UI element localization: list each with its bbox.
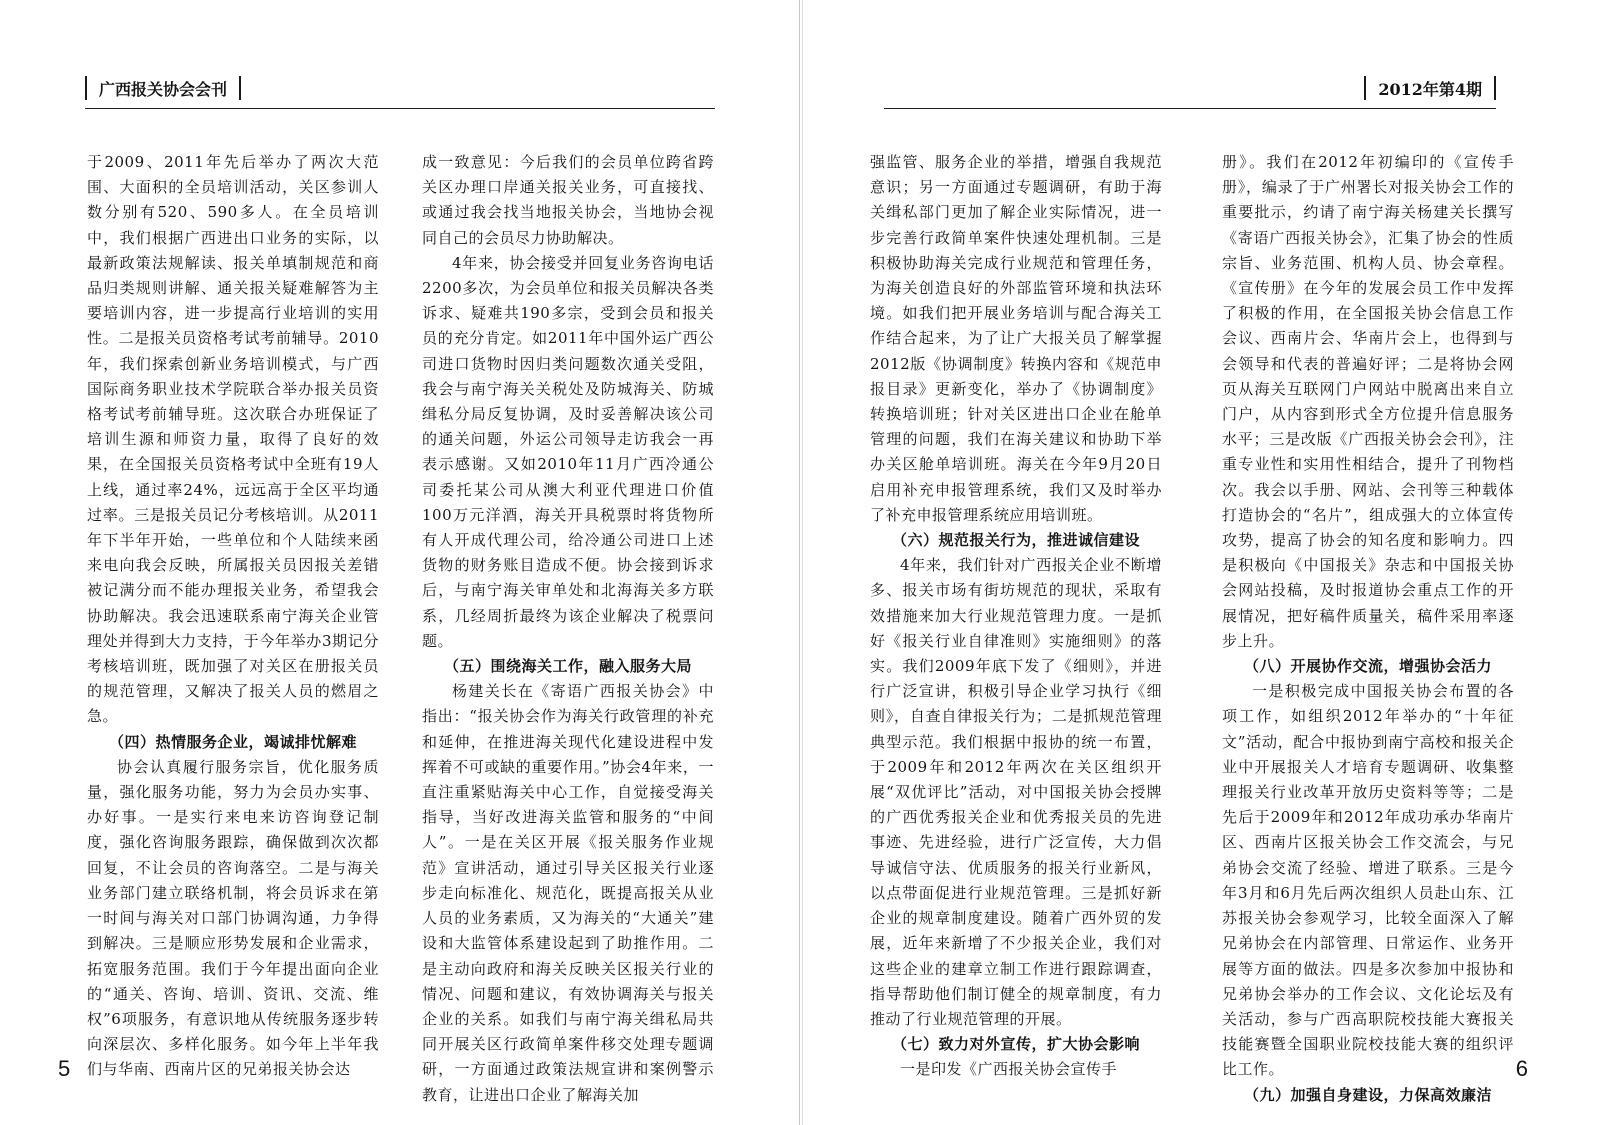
paragraph: 成一致意见：今后我们的会员单位跨省跨关区办理口岸通关报关业务，可直接找、或通过我会找当地报关协会，当地协会视同自己的会员尽力协助解决。 (422, 153, 714, 247)
issue-label: 2012年第4期 (1378, 79, 1482, 99)
section-heading: （五）围绕海关工作，融入服务大局 (443, 657, 692, 676)
paragraph: 协会认真履行服务宗旨，优化服务质量，强化服务功能，努力为会员办实事、办好事。一是实行来电来访咨询登记制度，强化咨询服务跟踪，确保做到次次都回复，不让会员的咨询落空。二是与海关业务部门建立联络机制，将会员诉求在第一时间与海关对口部门协调沟通，力争得到解决。三是顺应形势发展和企业需求，拓宽服务范围。我们于今年提出面向企业的“通关、咨询、培训、资讯、交流、维权”6项服务，有意识地从传统服务逐步转向深层次、多样化服务。如今年上半年我们与华南、西南片区的兄弟报关协会达 (87, 757, 379, 1079)
spine-line (799, 0, 800, 1125)
paragraph: 强监管、服务企业的举措，增强自我规范意识；另一方面通过专题调研，有助于海关缉私部门更加了解企业实际情况，进一步完善行政简单案件快速处理机制。三是积极协助海关完成行业规范和管理任务，为海关创造良好的外部监管环境和执法环境。如我们把开展业务培训与配合海关工作结合起来，为了让广大报关员了解掌握2012版《协调制度》转换内容和《规范申报目录》更新变化，举办了《协调制度》转换培训班；针对关区进出口企业在舱单管理的问题，我们在海关建议和协助下举办关区舱单培训班。海关在今年9月20日启用补充申报管理系统，我们又及时举办了补充申报管理系统应用培训班。 (870, 153, 1162, 524)
right-page (804, 0, 1600, 1125)
column-1 (87, 150, 379, 1079)
column-4 (1222, 150, 1514, 1104)
header-rule (85, 108, 715, 109)
page-number: 5 (58, 1056, 71, 1081)
header-bar (239, 76, 241, 100)
header-bar (1494, 76, 1496, 100)
right-header (1364, 74, 1496, 102)
section-heading: （八）开展协作交流，增强协会活力 (1243, 657, 1492, 676)
page-number: 6 (1515, 1056, 1528, 1081)
section-heading: （九）加强自身建设，力保高效廉洁 (1243, 1085, 1492, 1104)
left-header (85, 74, 241, 102)
paragraph: 册》。我们在2012年初编印的《宣传手册》，编录了于广州署长对报关协会工作的重要批示，约请了南宁海关杨建关长撰写《寄语广西报关协会》，汇集了协会的性质宗旨、业务范围、机构人员、协会章程。《宣传册》在今年的发展会员工作中发挥了积极的作用，在全国报关协会信息工作会议、西南片会、华南片会上，也得到与会领导和代表的普遍好评；二是将协会网页从海关互联网门户网站中脱离出来自立门户，从内容到形式全方位提升信息服务水平；三是改版《广西报关协会会刊》，注重专业性和实用性相结合，提升了刊物档次。我会以手册、网站、会刊等三种载体打造协会的“名片”，组成强大的立体宣传攻势，提高了协会的知名度和影响力。四是积极向《中国报关》杂志和中国报关协会网站投稿，及时报道协会重点工作的开展情况，把好稿件质量关，稿件采用率逐步上升。 (1222, 153, 1514, 650)
paragraph: 4年来，我们针对广西报关企业不断增多、报关市场有街坊规范的现状，采取有效措施来加大行业规范管理力度。一是抓好《报关行业自律准则》实施细则》的落实。我们2009年底下发了《细则》，并进行广泛宣讲，积极引导企业学习执行《细则》，自查自律报关行为；二是抓规范管理典型示范。我们根据中报协的统一布置，于2009年和2012年两次在关区组织开展“双优评比”活动，对中国报关协会授牌的广西优秀报关企业和优秀报关员的先进事迹、先进经验，进行广泛宣传，大力倡导诚信守法、优质服务的报关行业新风，以点带面促进行业规范管理。三是抓好新企业的规章制度建设。随着广西外贸的发展，近年来新增了不少报关企业，我们对这些企业的建章立制工作进行跟踪调查，指导帮助他们制订健全的规章制度，有力推动了行业规范管理的开展。 (870, 556, 1162, 1028)
column-2 (422, 150, 714, 1104)
paragraph: 一是积极完成中国报关协会布置的各项工作，如组织2012年举办的“十年征文”活动，配合中报协到南宁高校和报关企业中开展报关人才培育专题调研、收集整理报关行业改革开放历史资料等等；二是先后于2009年和2012年成功承办华南片区、西南片区报关协会工作交流会，与兄弟协会交流了经验、增进了联系。三是今年3月和6月先后两次组织人员赴山东、江苏报关协会参观学习，比较全面深入了解兄弟协会在内部管理、日常运作、业务开展等方面的做法。四是多次参加中报协和兄弟协会举办的工作会议、文化论坛及有关活动，参与广西高职院校技能大赛报关技能赛暨全国职业院校技能大赛的组织评比工作。 (1222, 682, 1514, 1079)
section-heading: （六）规范报关行为，推进诚信建设 (891, 531, 1140, 550)
paragraph: 杨建关长在《寄语广西报关协会》中指出：“报关协会作为海关行政管理的补充和延伸，在推进海关现代化建设进程中发挥着不可或缺的重要作用。”协会4年来，一直注重紧贴海关中心工作，自觉接受海关指导，当好改进海关监管和服务的“中间人”。一是在关区开展《报关服务作业规范》宣讲活动，通过引导关区报关行业逐步走向标准化、规范化，既提高报关从业人员的业务素质，又为海关的“大通关”建设和大监管体系建设起到了助推作用。二是主动向政府和海关反映关区报关行业的情况、问题和建议，有效协调海关与报关企业的关系。如我们与南宁海关缉私局共同开展关区行政简单案件移交处理专题调研，一方面通过政策法规宣讲和案例警示教育，让进出口企业了解海关加 (422, 682, 714, 1104)
header-rule (884, 108, 1496, 109)
column-3 (870, 150, 1162, 1079)
paragraph: 一是印发《广西报关协会宣传手 (900, 1060, 1118, 1079)
section-heading: （七）致力对外宣传，扩大协会影响 (891, 1035, 1140, 1054)
section-heading: （四）热情服务企业，竭诚排忧解难 (108, 732, 357, 751)
paragraph: 于2009、2011年先后举办了两次大范围、大面积的全员培训活动，关区参训人数分别有520、590多人。在全员培训中，我们根据广西进出口业务的实际，以最新政策法规解读、报关单填制规范和商品归类规则讲解、通关报关疑难解答为主要培训内容，进一步提高行业培训的实用性。二是报关员资格考试考前辅导。2010年，我们探索创新业务培训模式，与广西国际商务职业技术学院联合举办报关员资格考试考前辅导班。这次联合办班保证了培训生源和师资力量，取得了良好的效果，在全国报关员资格考试中全班有19人上线，通过率24%，远远高于全区平均通过率。三是报关员记分考核培训。从2011年下半年开始，一些单位和个人陆续来函来电向我会反映，所属报关员因报关差错被记满分而不能办理报关业务，希望我会协助解决。我会迅速联系南宁海关企业管理处并得到大力支持，于今年举办3期记分考核培训班，既加强了对关区在册报关员的规范管理，又解决了报关人员的燃眉之急。 (87, 153, 379, 726)
paragraph: 4年来，协会接受并回复业务咨询电话2200多次，为会员单位和报关员解决各类诉求、疑难共190多宗，受到会员和报关员的充分肯定。如2011年中国外运广西公司进口货物时因归类问题数次通关受阻，我会与南宁海关关税处及防城海关、防城缉私分局反复协调，及时妥善解决该公司的通关问题，外运公司领导走访我会一再表示感谢。又如2010年11月广西冷通公司委托某公司从澳大利亚代理进口价值100万元洋酒，海关开具税票时将货物所有人开成代理公司，给冷通公司进口上述货物的财务账目造成不便。协会接到诉求后，与南宁海关审单处和北海海关多方联系，几经周折最终为该企业解决了税票问题。 (422, 253, 714, 650)
spine-line-inner (802, 0, 803, 1125)
left-page (0, 0, 796, 1125)
journal-title: 广西报关协会会刊 (99, 79, 228, 99)
